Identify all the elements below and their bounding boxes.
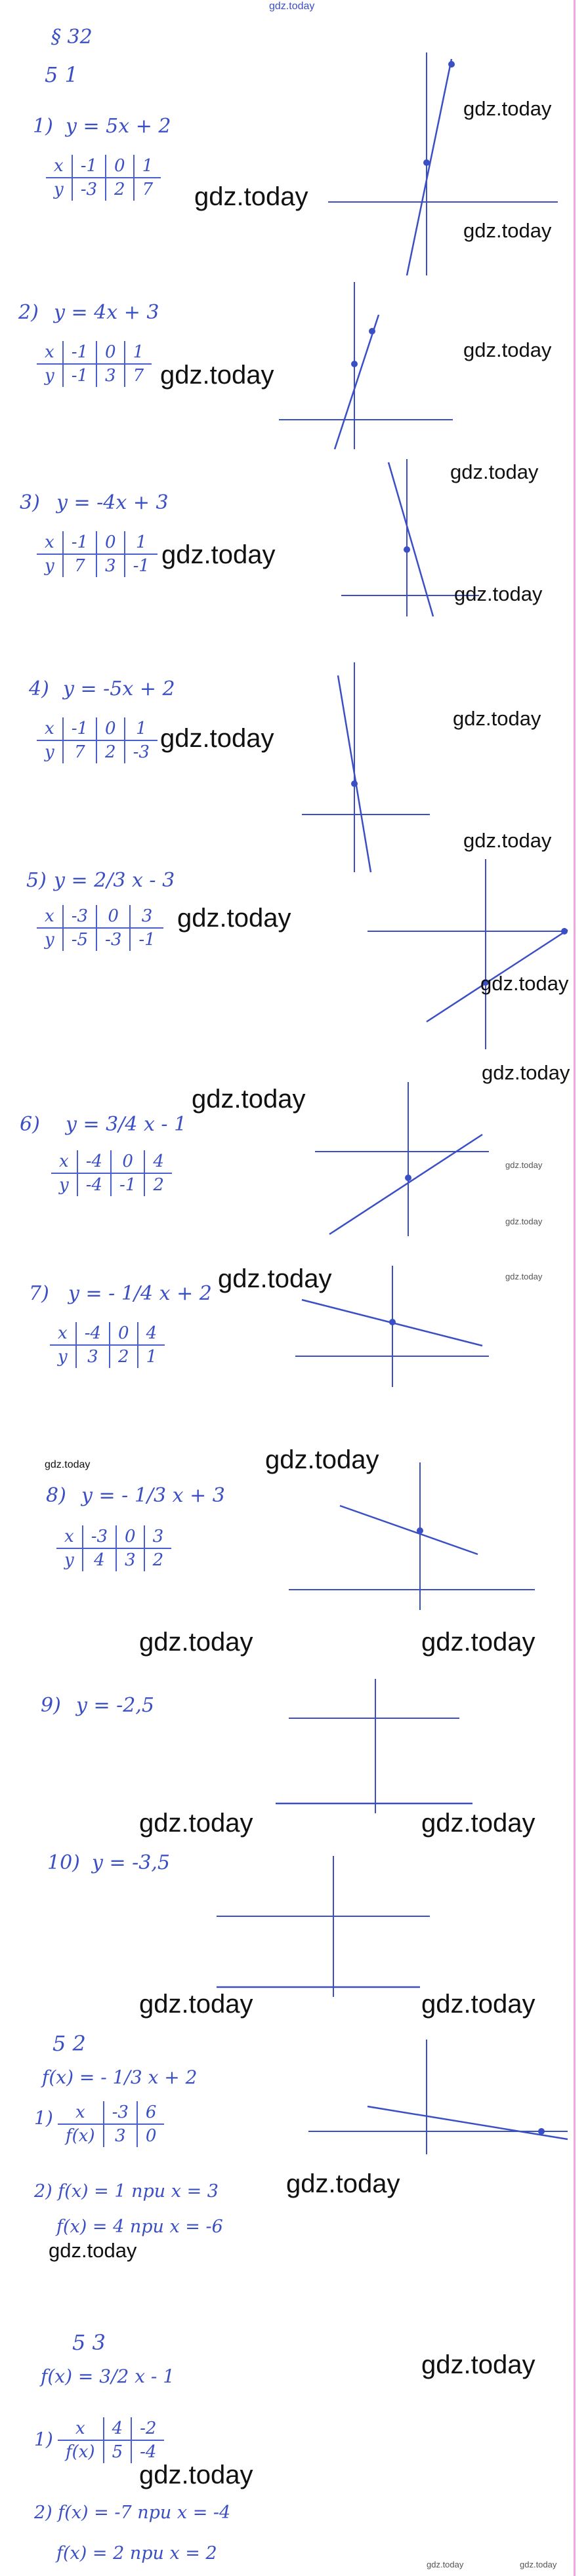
watermark: gdz.today — [160, 361, 274, 390]
watermark: gdz.today — [265, 1445, 379, 1474]
watermark: gdz.today — [194, 182, 308, 211]
watermark: gdz.today — [49, 2239, 137, 2262]
watermark: gdz.today — [450, 460, 539, 483]
ex2-answer-b: f(x) = 4 при x = -6 — [56, 2217, 223, 2237]
exercise-label-1: 5 1 — [45, 62, 78, 87]
value-table: x -1 0 1 y -1 3 7 — [37, 341, 152, 387]
ex3-table: x 4 -2 f(x) 5 -4 — [58, 2417, 164, 2463]
watermark: gdz.today — [480, 972, 569, 995]
watermark: gdz.today — [421, 1990, 536, 2019]
watermark: gdz.today — [139, 2461, 253, 2489]
graph-8 — [289, 1462, 538, 1613]
value-table: x -3 0 3 y -5 -3 -1 — [37, 905, 163, 951]
watermark: gdz.today — [453, 707, 541, 730]
ex2-formula: f(x) = - 1/3 x + 2 — [42, 2066, 198, 2088]
ex2-table: x -3 6 f(x) 3 0 — [58, 2101, 164, 2147]
ex2-part-1: 1) — [34, 2107, 53, 2129]
task-formula: y = 4x + 3 — [54, 301, 159, 324]
watermark-small: gdz.today — [505, 1160, 543, 1170]
section-title: § 32 — [51, 26, 93, 49]
graph-10 — [217, 1856, 433, 2000]
ex3-answer-a: 2) f(x) = -7 при x = -4 — [34, 2503, 231, 2523]
watermark: gdz.today — [421, 1809, 536, 1838]
ex3-answer-b: f(x) = 2 при x = 2 — [56, 2543, 217, 2564]
task-formula: y = - 1/4 x + 2 — [68, 1282, 212, 1305]
watermark-small: gdz.today — [505, 1272, 543, 1281]
watermark: gdz.today — [139, 1990, 253, 2019]
graph-ex2 — [308, 2040, 571, 2158]
ex3-formula: f(x) = 3/2 x - 1 — [41, 2365, 175, 2387]
watermark-small: gdz.today — [520, 2560, 557, 2569]
watermark: gdz.today — [463, 829, 552, 852]
task-formula: y = 5x + 2 — [66, 115, 171, 138]
margin-line — [574, 0, 576, 2576]
watermark: gdz.today — [463, 219, 552, 242]
watermark-small: gdz.today — [427, 2560, 464, 2569]
graph-9 — [276, 1679, 486, 1817]
value-table: x -1 0 1 y -3 2 7 — [46, 155, 161, 201]
task-formula: y = 2/3 x - 3 — [54, 869, 175, 892]
watermark: gdz.today — [161, 540, 276, 569]
task-formula: y = -2,5 — [76, 1694, 155, 1717]
graph-4 — [302, 656, 433, 879]
task-number: 6) — [20, 1113, 40, 1136]
task-formula: y = 3/4 x - 1 — [66, 1113, 187, 1136]
task-number: 4) — [29, 677, 49, 700]
task-number: 8) — [46, 1484, 66, 1507]
watermark: gdz.today — [139, 1628, 253, 1657]
graph-5 — [368, 853, 571, 1056]
watermark: gdz.today — [286, 2169, 400, 2198]
value-table: x -3 0 3 y 4 3 2 — [56, 1525, 171, 1571]
watermark: gdz.today — [463, 338, 552, 361]
value-table: x -4 0 4 y 3 2 1 — [50, 1322, 165, 1368]
watermark: gdz.today — [463, 97, 552, 120]
watermark: gdz.today — [482, 1061, 570, 1084]
task-number: 7) — [29, 1282, 49, 1305]
watermark: gdz.today — [421, 2350, 536, 2379]
task-number: 10) — [47, 1851, 80, 1874]
watermark: gdz.today — [160, 724, 274, 753]
task-formula: y = - 1/3 x + 3 — [81, 1484, 225, 1507]
exercise-label-3: 5 3 — [72, 2330, 106, 2355]
task-number: 9) — [41, 1694, 61, 1717]
value-table: x -4 0 4 y -4 -1 2 — [51, 1150, 172, 1196]
watermark-small: gdz.today — [45, 1459, 91, 1470]
ex3-part-1: 1) — [34, 2428, 53, 2450]
ex2-answer-a: 2) f(x) = 1 при x = 3 — [34, 2181, 219, 2202]
watermark: gdz.today — [218, 1264, 332, 1293]
task-formula: y = -3,5 — [92, 1851, 171, 1874]
task-number: 3) — [20, 491, 40, 514]
watermark: gdz.today — [421, 1628, 536, 1657]
value-table: x -1 0 1 y 7 3 -1 — [37, 531, 158, 577]
task-formula: y = -4x + 3 — [56, 491, 169, 514]
exercise-label-2: 5 2 — [52, 2031, 86, 2056]
task-number: 2) — [18, 301, 39, 324]
graph-6 — [315, 1082, 492, 1239]
watermark-small: gdz.today — [505, 1217, 543, 1226]
watermark: gdz.today — [192, 1085, 306, 1114]
watermark: gdz.today — [139, 1809, 253, 1838]
graph-2 — [279, 275, 463, 453]
watermark: gdz.today — [177, 904, 291, 933]
task-number: 5) — [26, 869, 47, 892]
graph-1 — [328, 39, 564, 282]
header-watermark: gdz.today — [269, 1, 315, 12]
value-table: x -1 0 1 y 7 2 -3 — [37, 717, 158, 763]
task-number: 1) — [33, 115, 53, 138]
watermark: gdz.today — [454, 582, 543, 605]
task-formula: y = -5x + 2 — [63, 677, 175, 700]
